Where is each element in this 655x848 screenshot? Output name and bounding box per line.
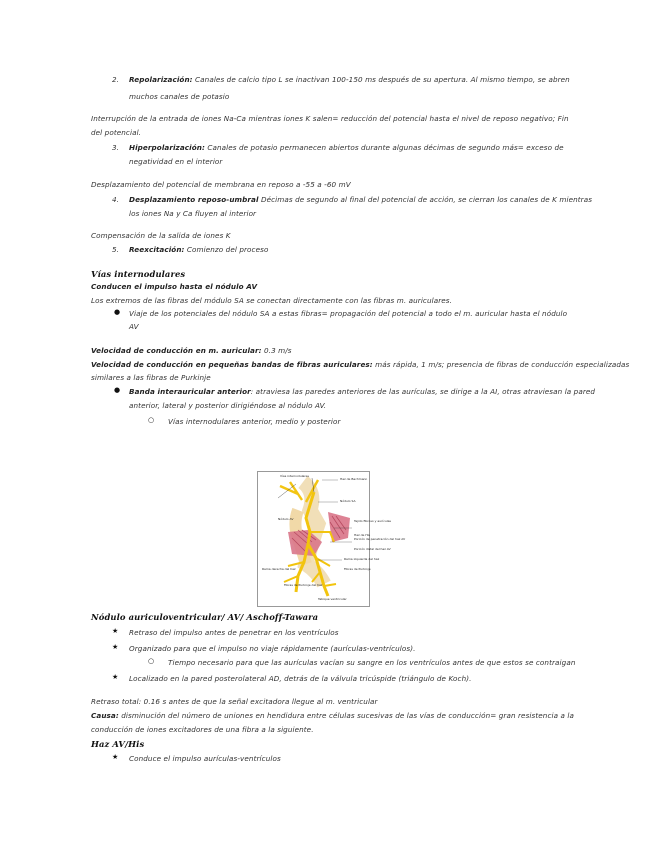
figure-label: Porción distal del haz AV [354,547,391,551]
reexcitacion-text: Comienzo del proceso [186,245,269,254]
banda-line2: anterior, lateral y posterior dirigiéndose al nódulo AV. [129,401,327,410]
causa-line2: conducción de iones excitadores de una fibra a la siguiente. [91,725,314,734]
figure-label: Rama derecha del haz [262,567,296,571]
velocidad-line [91,346,292,356]
retraso-text: Retraso total: 0.16 s antes de que la señal excitadora llegue al m. ventricular [91,697,378,706]
haz-heading: Haz AV/His [91,739,145,749]
banda-text: : atraviesa las paredes anteriores de las aurículas, se dirige a la AI, otras atraviesan la pared [250,387,596,396]
hiperpolarizacion-line [129,143,564,153]
figure-label: Fibras de Purkinje [344,567,371,571]
velocidad-value: 0.3 m/s [264,346,292,355]
bandas-text: más rápida, 1 m/s; presencia de fibras de conducción especializadas [375,360,630,369]
desplazamiento-text: Desplazamiento del potencial de membrana en reposo a -55 a -60 mV [91,180,351,189]
figure-label: Tabique ventricular [318,597,347,601]
bullet-circle: ○ [148,657,155,665]
figure-label: Vías internodulares [280,474,309,478]
reexcitacion-title: Reexcitación: [129,245,185,254]
vias-bullet1: Viaje de los potenciales del nódulo SA a estas fibras= propagación del potencial a todo el m. auricular hasta el nódulo [129,309,568,318]
hiperpolarizacion-title: Hiperpolarización: [129,143,205,152]
banda-label: Banda interauricular anterior [129,387,251,396]
reposo-umbral-line2: los iones Na y Ca fluyen al interior [129,209,257,218]
repolarizacion-line2: muchos canales de potasio [129,92,230,101]
repolarizacion-text: Canales de calcio tipo L se inactivan 100-150 ms después de su apertura. Al mismo tiempo, se abren [195,75,570,84]
reposo-umbral-text: Décimas de segundo al final del potencial de acción, se cierran los canales de K mientras [260,195,593,204]
bullet-circle: ○ [148,416,155,424]
list-number: 2. [112,75,119,84]
star-icon: ★ [112,673,119,681]
causa-text: disminución del número de uniones en hendidura entre células sucesivas de las vías de conducción= gran resistencia a la [121,711,574,720]
list-number: 4. [112,195,119,204]
causa-label: Causa: [91,711,119,720]
figure-label: Nódulo SA [340,499,356,503]
figure-label: Haz de Bachmann [340,477,368,481]
compensacion-text: Compensación de la salida de iones K [91,231,231,240]
bullet-dot: ● [114,308,121,316]
haz-b1: Conduce el impulso aurículas-ventrículos [129,754,281,763]
reposo-umbral-title: Desplazamiento reposo-umbral [129,195,259,204]
vias-intro: Los extremos de las fibras del módulo SA se conectan directamente con las fibras m. auriculares. [91,296,453,305]
bullet-dot: ● [114,386,121,394]
bandas-line2: similares a las fibras de Purkinje [91,373,211,382]
star-icon: ★ [112,753,119,761]
nodulo-b2: Organizado para que el impulso no viaje rápidamente (aurículas-ventrículos). [129,644,416,653]
vias-sub: Vías internodulares anterior, medio y posterior [168,417,341,426]
star-icon: ★ [112,643,119,651]
figure-label: Tejido fibroso y aurículas [354,519,391,523]
nodulo-b1: Retraso del impulso antes de penetrar en los ventrículos [129,628,339,637]
figure-label: Rama izquierda del haz [344,557,380,561]
interrupcion-line2: del potencial. [91,128,142,137]
star-icon: ★ [112,627,119,635]
reposo-umbral-line [129,195,592,205]
vias-bullet1-line2: AV [129,322,139,331]
nodulo-heading: Nódulo auriculoventricular/ AV/ Aschoff-Tawara [91,612,319,622]
banda-line [129,387,595,397]
velocidad-label: Velocidad de conducción en m. auricular: [91,346,262,355]
list-number: 3. [112,143,119,152]
hiperpolarizacion-text: Canales de potasio permanecen abiertos durante algunas décimas de segundo más= exceso de [207,143,564,152]
nodulo-b2sub: Tiempo necesario para que las aurículas vacían su sangre en los ventrículos antes de que estos se contraigan [168,658,576,667]
nodulo-b3: Localizado en la pared posterolateral AD, detrás de la válvula tricúspide (triángulo de Koch). [129,674,472,683]
reexcitacion-line [129,245,268,255]
figure-label: Nódulo AV [278,517,294,521]
heart-conduction-figure [257,471,406,607]
bandas-line [91,360,629,370]
interrupcion-line1: Interrupción de la entrada de iones Na-Ca mientras iones K salen= reducción del potencial hasta el nivel de reposo negativo; Fin [91,114,569,123]
figure-label: Fibras de Purkinje del haz [284,583,323,587]
figure-label: Haz de His [354,533,370,537]
repolarizacion-line [129,75,570,85]
vias-heading: Vías internodulares [91,269,186,279]
hiperpolarizacion-line2: negatividad en el interior [129,157,223,166]
causa-line [91,711,574,721]
repolarizacion-title: Repolarización: [129,75,193,84]
list-number: 5. [112,245,119,254]
bandas-label: Velocidad de conducción en pequeñas bandas de fibras auriculares: [91,360,373,369]
vias-subheading: Conducen el impulso hasta el nódulo AV [91,282,258,291]
figure-label: Porción de penetración del haz AV [354,537,406,541]
